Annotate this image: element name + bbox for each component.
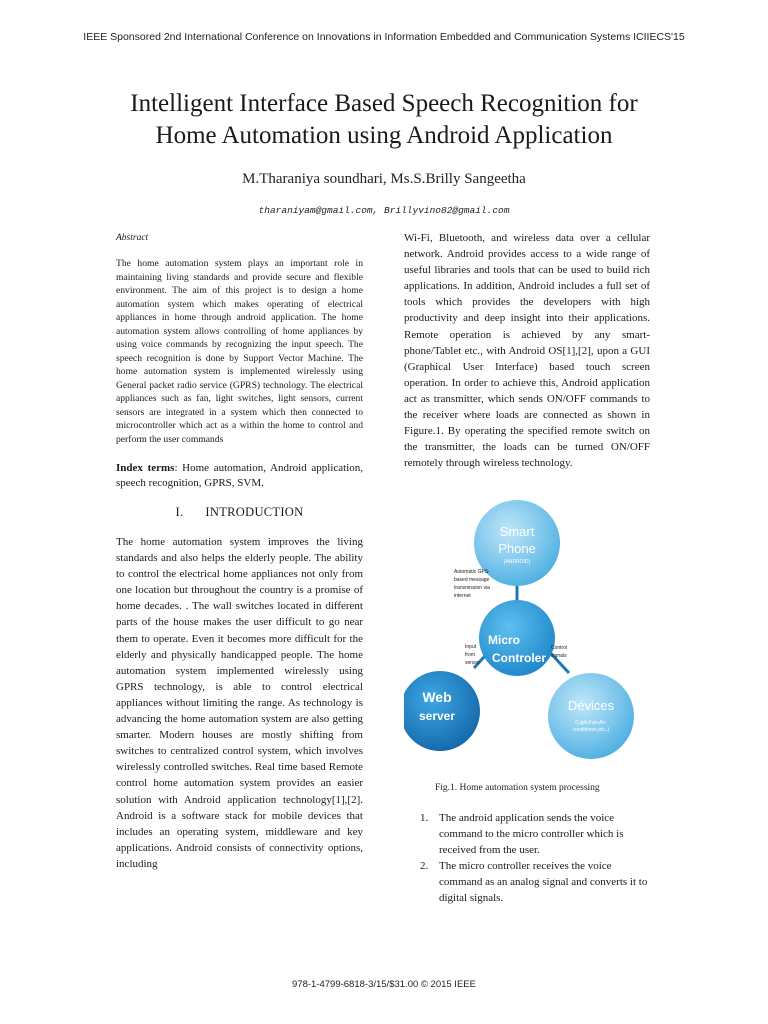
annotation-control-1: Control (551, 645, 568, 651)
section-heading (116, 505, 363, 520)
index-terms (116, 461, 363, 491)
list-item-number: 2. (420, 860, 429, 873)
section-number: I. (175, 505, 184, 519)
web-server-label-2: server (418, 709, 456, 723)
title-line-2: Home Automation using Android Application (155, 122, 613, 149)
annotation-gps-4: internet (454, 593, 471, 599)
introduction-text-right: Wi-Fi, Bluetooth, and wireless data over a cellular network. Android provides access to a wide range of useful libraries and tools that can be used to build rich applications. In addition, Android includes a full set of tools which provides the developers with high productivity and deep insight into their applications. Remote operation is achieved by any smart-phone/Tablet etc., with Android OS[1],[2], upon a GUI (Graphical User Interface) based touch screen operation. In order to achieve this, Android application act as transmitter, which sends ON/OFF commands to the receiver where loads are connected as shown in Figure.1. By operating the specified remote switch on the transmitter, the loads can be turned ON/OFF remotely through wireless technology. (404, 232, 650, 470)
micro-controller-label-1: Micro (487, 633, 521, 647)
list-item-number: 1. (420, 812, 429, 824)
abstract-heading: Abstract (116, 233, 149, 243)
smart-phone-label-2: Phone (498, 541, 536, 556)
devices-sub-2: conditioner,etc.,) (572, 727, 610, 733)
paper-title (60, 88, 708, 152)
annotation-gps-2: based message (454, 577, 490, 583)
smart-phone-sub: (ANDROID) (503, 559, 531, 565)
annotation-input-1: Input (465, 644, 477, 650)
abstract-text: The home automation system plays an important role in maintaining living standards and provide secure and flexible environment. The aim of this project is to design a home automation system which makes operating of electrical appliances in home through android application. The home automation system allows controlling of home appliances by using voice commands by recognizing the input speech. The speech recognition is done by Support Vector Machine. The home automation system is implemented wirelessly using General packet radio service (GPRS) technology. The electrical appliances such as fan, light switches, light sensors, current sensors are integrated in a system which then connected to microcontroller which act as a within the home to control and perform the user commands (116, 258, 363, 445)
annotation-gps-3: transmission via (454, 585, 490, 591)
devices-label: Devices (567, 698, 615, 713)
list-item-text: The android application sends the voice command to the micro controller which is received from the user. (439, 812, 624, 857)
system-diagram (404, 498, 650, 770)
section-title: INTRODUCTION (205, 505, 304, 519)
figure-caption: Fig.1. Home automation system processing (435, 783, 600, 793)
left-column (116, 233, 363, 872)
devices-node (548, 673, 634, 759)
index-terms-text: : Home automation, Android application, speech recognition, GPRS, SVM. (116, 462, 363, 489)
page-footer: 978-1-4799-6818-3/15/$31.00 © 2015 IEEE (292, 979, 476, 990)
introduction-text-left: The home automation system improves the living standards and also helps the elderly people. The ability to control the electrical home appliances not only from one location but throughout the country is a promise of home decades. . The wall switches located in different parts of the house makes the user difficult to go near them to operate. Even it becomes more difficult for the elderly and physically handicapped people. The home automation system implemented wirelessly using GPRS technology, is able to control electrical appliances without limiting the range. As technology is advancing the home automation system are also getting smarter. Modern houses are mostly shifting from switches to centralized control system, which involves wirelessly controlled switches. Real time based Remote control home automation system provides an easier solution with Android application technology[1],[2]. Android is a software stack for mobile devices that includes an operating system, middleware and key applications. Android consists of connectivity options, including (116, 536, 363, 870)
annotation-input-2: from (465, 652, 475, 658)
list-item-text: The micro controller receives the voice command as an analog signal and converts it to digital signals. (439, 860, 648, 905)
conference-header: IEEE Sponsored 2nd International Conference on Innovations in Information Embedded and Communication Systems ICIIECS'15 (83, 31, 685, 43)
right-column (404, 230, 650, 471)
author-emails: tharaniyam@gmail.com, Brillyvino82@gmail.com (258, 205, 510, 216)
micro-controller-label-2: Controler (492, 651, 546, 665)
devices-sub-1: (Light,Fan,Air- (575, 720, 607, 726)
list-item (420, 858, 650, 906)
annotation-control-2: signals (551, 653, 567, 659)
title-line-1: Intelligent Interface Based Speech Recognition for (130, 90, 638, 117)
list-item (420, 810, 650, 858)
authors: M.Tharaniya soundhari, Ms.S.Brilly Sangeetha (242, 171, 526, 187)
smart-phone-label-1: Smart (499, 524, 535, 539)
annotation-input-3: sensor (465, 660, 481, 666)
index-terms-label: Index terms (116, 462, 175, 474)
numbered-list (420, 810, 650, 907)
annotation-gps-1: Automatic GPS- (454, 569, 490, 575)
web-server-label-1: Web (422, 689, 452, 705)
